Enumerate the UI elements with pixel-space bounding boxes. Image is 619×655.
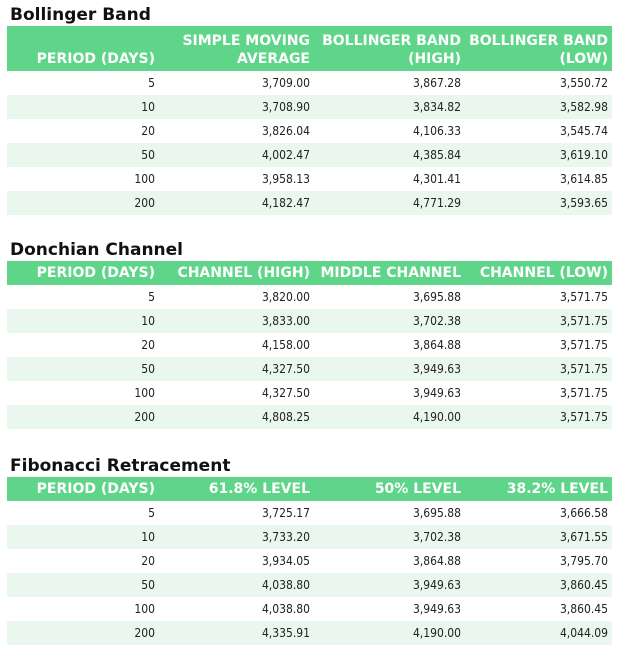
period-cell: 200	[7, 405, 159, 429]
table-row	[7, 119, 612, 143]
middle-channel-cell: 3,949.63	[412, 386, 461, 400]
level-382-cell: 4,044.09	[465, 621, 612, 645]
period-cell: 20	[141, 124, 155, 138]
level-50-cell: 3,949.63	[314, 573, 465, 597]
middle-channel-cell: 3,702.38	[314, 309, 465, 333]
table-row	[7, 167, 612, 191]
channel-high-cell: 4,158.00	[261, 338, 310, 352]
bollinger-header-row	[7, 26, 612, 71]
sma-cell: 3,826.04	[261, 124, 310, 138]
level-618-cell: 3,725.17	[261, 506, 310, 520]
channel-low-cell: 3,571.75	[465, 357, 612, 381]
period-cell: 10	[7, 309, 159, 333]
donchian-header-row	[7, 261, 612, 285]
fibonacci-header-row	[7, 477, 612, 501]
level-382-cell: 3,860.45	[465, 573, 612, 597]
level-382-cell: 3,860.45	[559, 602, 608, 616]
table-row	[7, 285, 612, 309]
channel-high-cell: 4,327.50	[261, 386, 310, 400]
bollinger-header-high: BOLLINGER BAND (HIGH)	[314, 26, 465, 71]
fibonacci-title: Fibonacci Retracement	[10, 456, 231, 476]
band-high-cell: 4,301.41	[412, 172, 461, 186]
table-row	[7, 525, 612, 549]
table-row	[7, 501, 612, 525]
level-618-cell: 4,038.80	[159, 573, 314, 597]
bollinger-table	[7, 26, 612, 215]
bollinger-header-low: BOLLINGER BAND (LOW)	[465, 26, 612, 71]
level-50-cell: 3,949.63	[412, 602, 461, 616]
table-row	[7, 621, 612, 645]
channel-low-cell: 3,571.75	[559, 338, 608, 352]
channel-high-cell: 3,833.00	[159, 309, 314, 333]
level-382-cell: 3,671.55	[465, 525, 612, 549]
period-cell: 5	[148, 290, 155, 304]
middle-channel-cell: 3,949.63	[314, 357, 465, 381]
table-row	[7, 357, 612, 381]
level-618-cell: 3,733.20	[159, 525, 314, 549]
donchian-header-high: CHANNEL (HIGH)	[159, 261, 314, 285]
table-row	[7, 549, 612, 573]
sma-cell: 3,708.90	[159, 95, 314, 119]
band-low-cell: 3,619.10	[465, 143, 612, 167]
band-high-cell: 3,867.28	[412, 76, 461, 90]
donchian-header-middle: MIDDLE CHANNEL	[314, 261, 465, 285]
bollinger-header-period: PERIOD (DAYS)	[7, 26, 159, 71]
period-cell: 100	[134, 386, 155, 400]
band-low-cell: 3,614.85	[559, 172, 608, 186]
donchian-section	[7, 239, 612, 429]
channel-low-cell: 3,571.75	[559, 290, 608, 304]
fibonacci-header-382: 38.2% LEVEL	[465, 477, 612, 501]
table-row	[7, 573, 612, 597]
middle-channel-cell: 3,864.88	[412, 338, 461, 352]
donchian-header-low: CHANNEL (LOW)	[465, 261, 612, 285]
level-50-cell: 3,864.88	[412, 554, 461, 568]
table-row	[7, 191, 612, 215]
table-row	[7, 71, 612, 95]
band-low-cell: 3,545.74	[559, 124, 608, 138]
level-618-cell: 4,038.80	[261, 602, 310, 616]
channel-high-cell: 3,820.00	[261, 290, 310, 304]
channel-low-cell: 3,571.75	[465, 405, 612, 429]
table-row	[7, 95, 612, 119]
fibonacci-table	[7, 477, 612, 645]
level-618-cell: 3,934.05	[261, 554, 310, 568]
sma-cell: 3,709.00	[261, 76, 310, 90]
table-row	[7, 405, 612, 429]
level-50-cell: 3,702.38	[314, 525, 465, 549]
bollinger-title: Bollinger Band	[10, 5, 151, 25]
channel-high-cell: 4,327.50	[159, 357, 314, 381]
fibonacci-header-period: PERIOD (DAYS)	[7, 477, 159, 501]
fibonacci-header-618: 61.8% LEVEL	[159, 477, 314, 501]
period-cell: 100	[134, 602, 155, 616]
level-382-cell: 3,795.70	[559, 554, 608, 568]
period-cell: 50	[7, 143, 159, 167]
donchian-title: Donchian Channel	[10, 240, 184, 260]
band-high-cell: 4,385.84	[314, 143, 465, 167]
middle-channel-cell: 3,695.88	[412, 290, 461, 304]
period-cell: 5	[148, 506, 155, 520]
donchian-table	[7, 261, 612, 429]
fibonacci-section	[7, 455, 612, 645]
band-low-cell: 3,582.98	[465, 95, 612, 119]
level-50-cell: 4,190.00	[314, 621, 465, 645]
level-618-cell: 4,335.91	[159, 621, 314, 645]
period-cell: 20	[141, 338, 155, 352]
band-low-cell: 3,593.65	[465, 191, 612, 215]
table-row	[7, 309, 612, 333]
period-cell: 50	[7, 357, 159, 381]
band-high-cell: 4,106.33	[412, 124, 461, 138]
period-cell: 50	[7, 573, 159, 597]
middle-channel-cell: 4,190.00	[314, 405, 465, 429]
band-high-cell: 4,771.29	[314, 191, 465, 215]
sma-cell: 4,002.47	[159, 143, 314, 167]
table-row	[7, 143, 612, 167]
table-row	[7, 333, 612, 357]
table-row	[7, 597, 612, 621]
bollinger-header-sma: SIMPLE MOVING AVERAGE	[159, 26, 314, 71]
period-cell: 10	[7, 525, 159, 549]
bollinger-section	[7, 4, 612, 215]
band-low-cell: 3,550.72	[559, 76, 608, 90]
channel-low-cell: 3,571.75	[465, 309, 612, 333]
period-cell: 10	[7, 95, 159, 119]
donchian-header-period: PERIOD (DAYS)	[7, 261, 159, 285]
fibonacci-header-50: 50% LEVEL	[314, 477, 465, 501]
period-cell: 200	[7, 191, 159, 215]
sma-cell: 3,958.13	[261, 172, 310, 186]
band-high-cell: 3,834.82	[314, 95, 465, 119]
level-382-cell: 3,666.58	[559, 506, 608, 520]
channel-high-cell: 4,808.25	[159, 405, 314, 429]
period-cell: 20	[141, 554, 155, 568]
period-cell: 200	[7, 621, 159, 645]
period-cell: 5	[148, 76, 155, 90]
period-cell: 100	[134, 172, 155, 186]
level-50-cell: 3,695.88	[412, 506, 461, 520]
sma-cell: 4,182.47	[159, 191, 314, 215]
channel-low-cell: 3,571.75	[559, 386, 608, 400]
table-row	[7, 381, 612, 405]
